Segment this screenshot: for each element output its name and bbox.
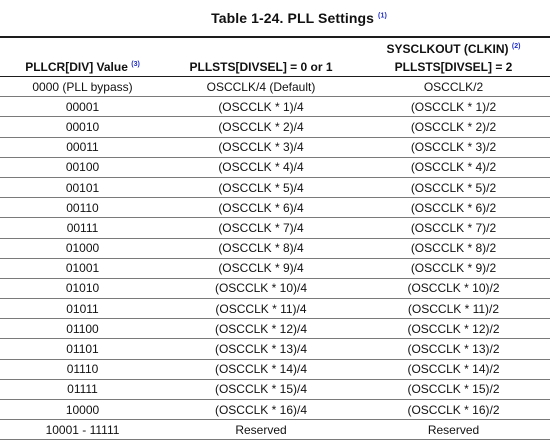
table-cell: Reserved [357,420,550,440]
table-header [0,37,550,77]
table-cell: (OSCCLK * 8)/4 [165,238,357,258]
table-cell: (OSCCLK * 16)/4 [165,400,357,420]
table-cell: 0000 (PLL bypass) [0,77,165,97]
table-cell: (OSCCLK * 14)/4 [165,359,357,379]
pll-settings-table-wrap [0,36,550,440]
table-cell: (OSCCLK * 9)/2 [357,258,550,278]
table-cell: 01001 [0,258,165,278]
table-cell: (OSCCLK * 16)/2 [357,400,550,420]
table-row [0,278,550,298]
table-cell: (OSCCLK * 14)/2 [357,359,550,379]
footnote-ref[interactable]: (3) [131,61,140,68]
table-cell: 01100 [0,319,165,339]
header-cell-sysclkout [357,37,550,58]
table-cell: 00001 [0,97,165,117]
table-row [0,198,550,218]
table-body [0,77,550,440]
table-cell: (OSCCLK * 7)/4 [165,218,357,238]
table-cell: OSCCLK/2 [357,77,550,97]
table-cell: 00100 [0,157,165,177]
table-row [0,420,550,440]
table-cell: 10001 - 11111 [0,420,165,440]
table-cell: (OSCCLK * 9)/4 [165,258,357,278]
table-cell: (OSCCLK * 10)/2 [357,278,550,298]
table-cell: (OSCCLK * 12)/2 [357,319,550,339]
table-cell: (OSCCLK * 6)/2 [357,198,550,218]
table-cell: 00110 [0,198,165,218]
header-col2: PLLSTS[DIVSEL] = 0 or 1 [189,60,333,74]
table-row [0,258,550,278]
table-cell: 01000 [0,238,165,258]
table-row [0,359,550,379]
footnote-ref[interactable]: (2) [511,43,521,50]
table-cell: (OSCCLK * 8)/2 [357,238,550,258]
table-cell: 01111 [0,379,165,399]
table-cell: (OSCCLK * 12)/4 [165,319,357,339]
table-cell: (OSCCLK * 3)/2 [357,137,550,157]
table-caption [0,10,550,26]
table-cell: (OSCCLK * 1)/4 [165,97,357,117]
header-cell-pllcr [0,58,165,77]
table-cell: Reserved [165,420,357,440]
table-row [0,137,550,157]
table-cell: 01110 [0,359,165,379]
table-row [0,400,550,420]
table-cell: 00111 [0,218,165,238]
header-col3-line1: SYSCLKOUT (CLKIN) [386,42,509,56]
table-cell: 01101 [0,339,165,359]
table-row [0,177,550,197]
header-row [0,37,550,58]
table-cell: (OSCCLK * 11)/2 [357,299,550,319]
header-row [0,58,550,77]
table-cell: (OSCCLK * 10)/4 [165,278,357,298]
table-cell: (OSCCLK * 13)/4 [165,339,357,359]
table-row [0,157,550,177]
table-cell: (OSCCLK * 1)/2 [357,97,550,117]
header-cell-divsel-2 [357,58,550,77]
table-cell: (OSCCLK * 13)/2 [357,339,550,359]
table-cell: (OSCCLK * 4)/2 [357,157,550,177]
table-row [0,339,550,359]
header-cell-empty [165,37,357,58]
table-row [0,97,550,117]
table-cell: (OSCCLK * 11)/4 [165,299,357,319]
table-cell: 01011 [0,299,165,319]
header-cell-empty [0,37,165,58]
table-cell: 00011 [0,137,165,157]
table-cell: 00101 [0,177,165,197]
table-cell: (OSCCLK * 15)/2 [357,379,550,399]
table-row [0,379,550,399]
table-cell: (OSCCLK * 4)/4 [165,157,357,177]
table-row [0,77,550,97]
table-row [0,218,550,238]
table-row [0,117,550,137]
table-row [0,299,550,319]
table-cell: (OSCCLK * 2)/2 [357,117,550,137]
table-cell: (OSCCLK * 6)/4 [165,198,357,218]
table-cell: OSCCLK/4 (Default) [165,77,357,97]
header-cell-divsel-0-1 [165,58,357,77]
table-cell: 10000 [0,400,165,420]
table-row [0,238,550,258]
table-cell: (OSCCLK * 7)/2 [357,218,550,238]
table-cell: 00010 [0,117,165,137]
footnote-ref[interactable]: (1) [378,12,387,20]
header-col3-line2: PLLSTS[DIVSEL] = 2 [394,60,513,74]
table-cell: 01010 [0,278,165,298]
table-cell: (OSCCLK * 5)/4 [165,177,357,197]
table-row [0,319,550,339]
table-cell: (OSCCLK * 2)/4 [165,117,357,137]
header-col1: PLLCR[DIV] Value [25,60,128,74]
table-cell: (OSCCLK * 15)/4 [165,379,357,399]
table-cell: (OSCCLK * 3)/4 [165,137,357,157]
table-cell: (OSCCLK * 5)/2 [357,177,550,197]
pll-settings-table [0,36,550,440]
table-title: Table 1-24. PLL Settings [211,10,375,26]
